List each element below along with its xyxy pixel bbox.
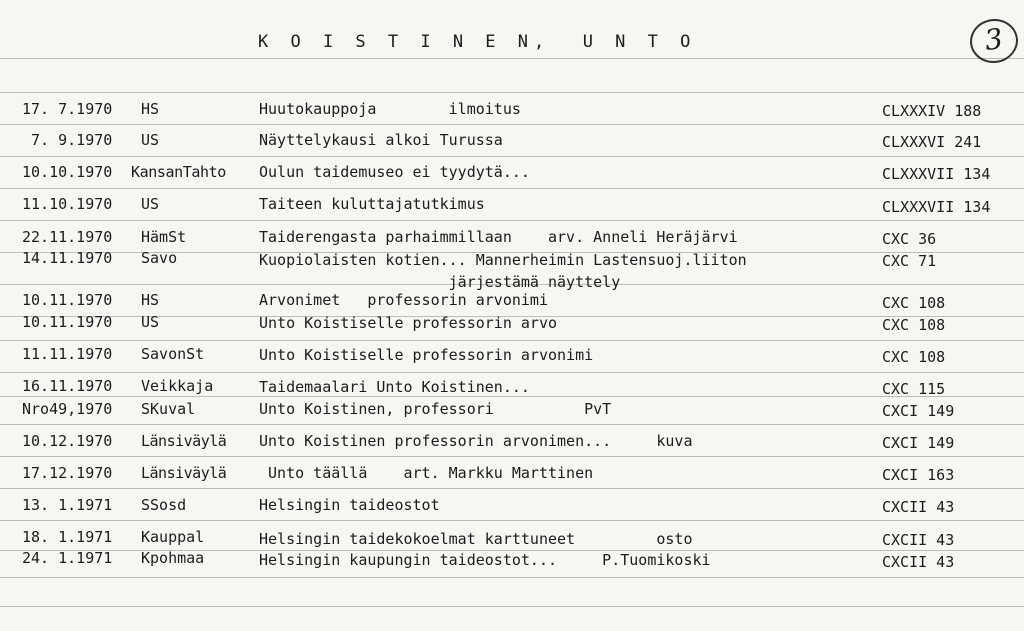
entry-title: Unto täällä art. Markku Marttinen xyxy=(259,464,594,482)
rule-line xyxy=(0,606,1024,607)
card-title: K O I S T I N E N, U N T O xyxy=(258,32,697,52)
entry-reference: CXCII 43 xyxy=(882,531,955,549)
rule-line xyxy=(0,488,1024,489)
entry-date: 10.11.1970 xyxy=(22,313,113,331)
entry-source: US xyxy=(141,195,160,213)
rule-line xyxy=(0,188,1024,189)
entry-source: US xyxy=(141,131,160,149)
entry-source: Länsiväylä xyxy=(141,432,227,450)
entry-date: 16.11.1970 xyxy=(22,377,113,395)
entry-date: Nro49,1970 xyxy=(22,400,113,418)
entry-date: 10.12.1970 xyxy=(22,432,113,450)
entry-date: 7. 9.1970 xyxy=(22,131,113,149)
entry-reference: CXCII 43 xyxy=(882,498,955,516)
entry-date: 14.11.1970 xyxy=(22,249,113,267)
rule-line xyxy=(0,456,1024,457)
entry-date: 10.10.1970 xyxy=(22,163,113,181)
entry-source: HS xyxy=(141,291,160,309)
entry-date: 17. 7.1970 xyxy=(22,100,113,118)
entry-reference: CXCI 149 xyxy=(882,434,955,452)
rule-line xyxy=(0,577,1024,578)
entry-date: 22.11.1970 xyxy=(22,228,113,246)
rule-line xyxy=(0,396,1024,397)
entry-source: US xyxy=(141,313,160,331)
entry-source: SSosd xyxy=(141,496,187,514)
entry-title: Unto Koistiselle professorin arvonimi xyxy=(259,346,594,364)
entry-title-continuation: järjestämä näyttely xyxy=(259,273,621,291)
entry-title: Näyttelykausi alkoi Turussa xyxy=(259,131,503,149)
rule-line xyxy=(0,58,1024,59)
entry-source: Veikkaja xyxy=(141,377,214,395)
entry-reference: CXC 71 xyxy=(882,252,937,270)
entry-title: Unto Koistinen, professori PvT xyxy=(259,400,612,418)
rule-line xyxy=(0,92,1024,93)
rule-line xyxy=(0,372,1024,373)
entry-source: Kpohmaa xyxy=(141,549,205,567)
entry-reference: CXCII 43 xyxy=(882,553,955,571)
entry-reference: CLXXXIV 188 xyxy=(882,102,982,120)
entry-date: 11.11.1970 xyxy=(22,345,113,363)
entry-reference: CLXXXVII 134 xyxy=(882,198,991,216)
entry-source: HS xyxy=(141,100,160,118)
rule-line xyxy=(0,424,1024,425)
entry-title: Helsingin kaupungin taideostot... P.Tuomikoski xyxy=(259,551,711,569)
entry-title: Taiteen kuluttajatutkimus xyxy=(259,195,485,213)
entry-reference: CXCI 163 xyxy=(882,466,955,484)
entry-title: Kuopiolaisten kotien... Mannerheimin Lastensuoj.liiton xyxy=(259,251,747,269)
entry-title: Huutokauppoja ilmoitus xyxy=(259,100,521,118)
entry-reference: CXC 108 xyxy=(882,294,946,312)
entry-reference: CXCI 149 xyxy=(882,402,955,420)
entry-source: Länsiväylä xyxy=(141,464,227,482)
rule-line xyxy=(0,156,1024,157)
entry-date: 24. 1.1971 xyxy=(22,549,113,567)
entry-source: SKuval xyxy=(141,400,196,418)
entry-title: Taidemaalari Unto Koistinen... xyxy=(259,378,530,396)
rule-line xyxy=(0,220,1024,221)
rule-line xyxy=(0,340,1024,341)
entry-reference: CXC 108 xyxy=(882,348,946,366)
entry-reference: CLXXXVII 134 xyxy=(882,165,991,183)
entry-source: Savo xyxy=(141,249,178,267)
entry-title: Oulun taidemuseo ei tyydytä... xyxy=(259,163,530,181)
entry-title: Helsingin taidekokoelmat karttuneet osto xyxy=(259,530,693,548)
entry-date: 10.11.1970 xyxy=(22,291,113,309)
entry-date: 13. 1.1971 xyxy=(22,496,113,514)
entry-reference: CXC 36 xyxy=(882,230,937,248)
entry-reference: CXC 108 xyxy=(882,316,946,334)
entry-date: 18. 1.1971 xyxy=(22,528,113,546)
entry-title: Unto Koistinen professorin arvonimen... kuva xyxy=(259,432,693,450)
entry-reference: CXC 115 xyxy=(882,380,946,398)
entry-source: Kauppal xyxy=(141,528,205,546)
rule-line xyxy=(0,520,1024,521)
rule-line xyxy=(0,124,1024,125)
entry-title: Unto Koistiselle professorin arvo xyxy=(259,314,558,332)
entry-reference: CLXXXVI 241 xyxy=(882,133,982,151)
entry-date: 11.10.1970 xyxy=(22,195,113,213)
entry-source: SavonSt xyxy=(141,345,205,363)
entry-date: 17.12.1970 xyxy=(22,464,113,482)
entry-title: Taiderengasta parhaimmillaan arv. Anneli Heräjärvi xyxy=(259,228,738,246)
entry-source: HämSt xyxy=(141,228,187,246)
card-number-circle: 3 xyxy=(967,16,1021,66)
entry-title: Arvonimet professorin arvonimi xyxy=(259,291,548,309)
entry-source: KansanTahto xyxy=(131,163,226,181)
entry-title: Helsingin taideostot xyxy=(259,496,440,514)
